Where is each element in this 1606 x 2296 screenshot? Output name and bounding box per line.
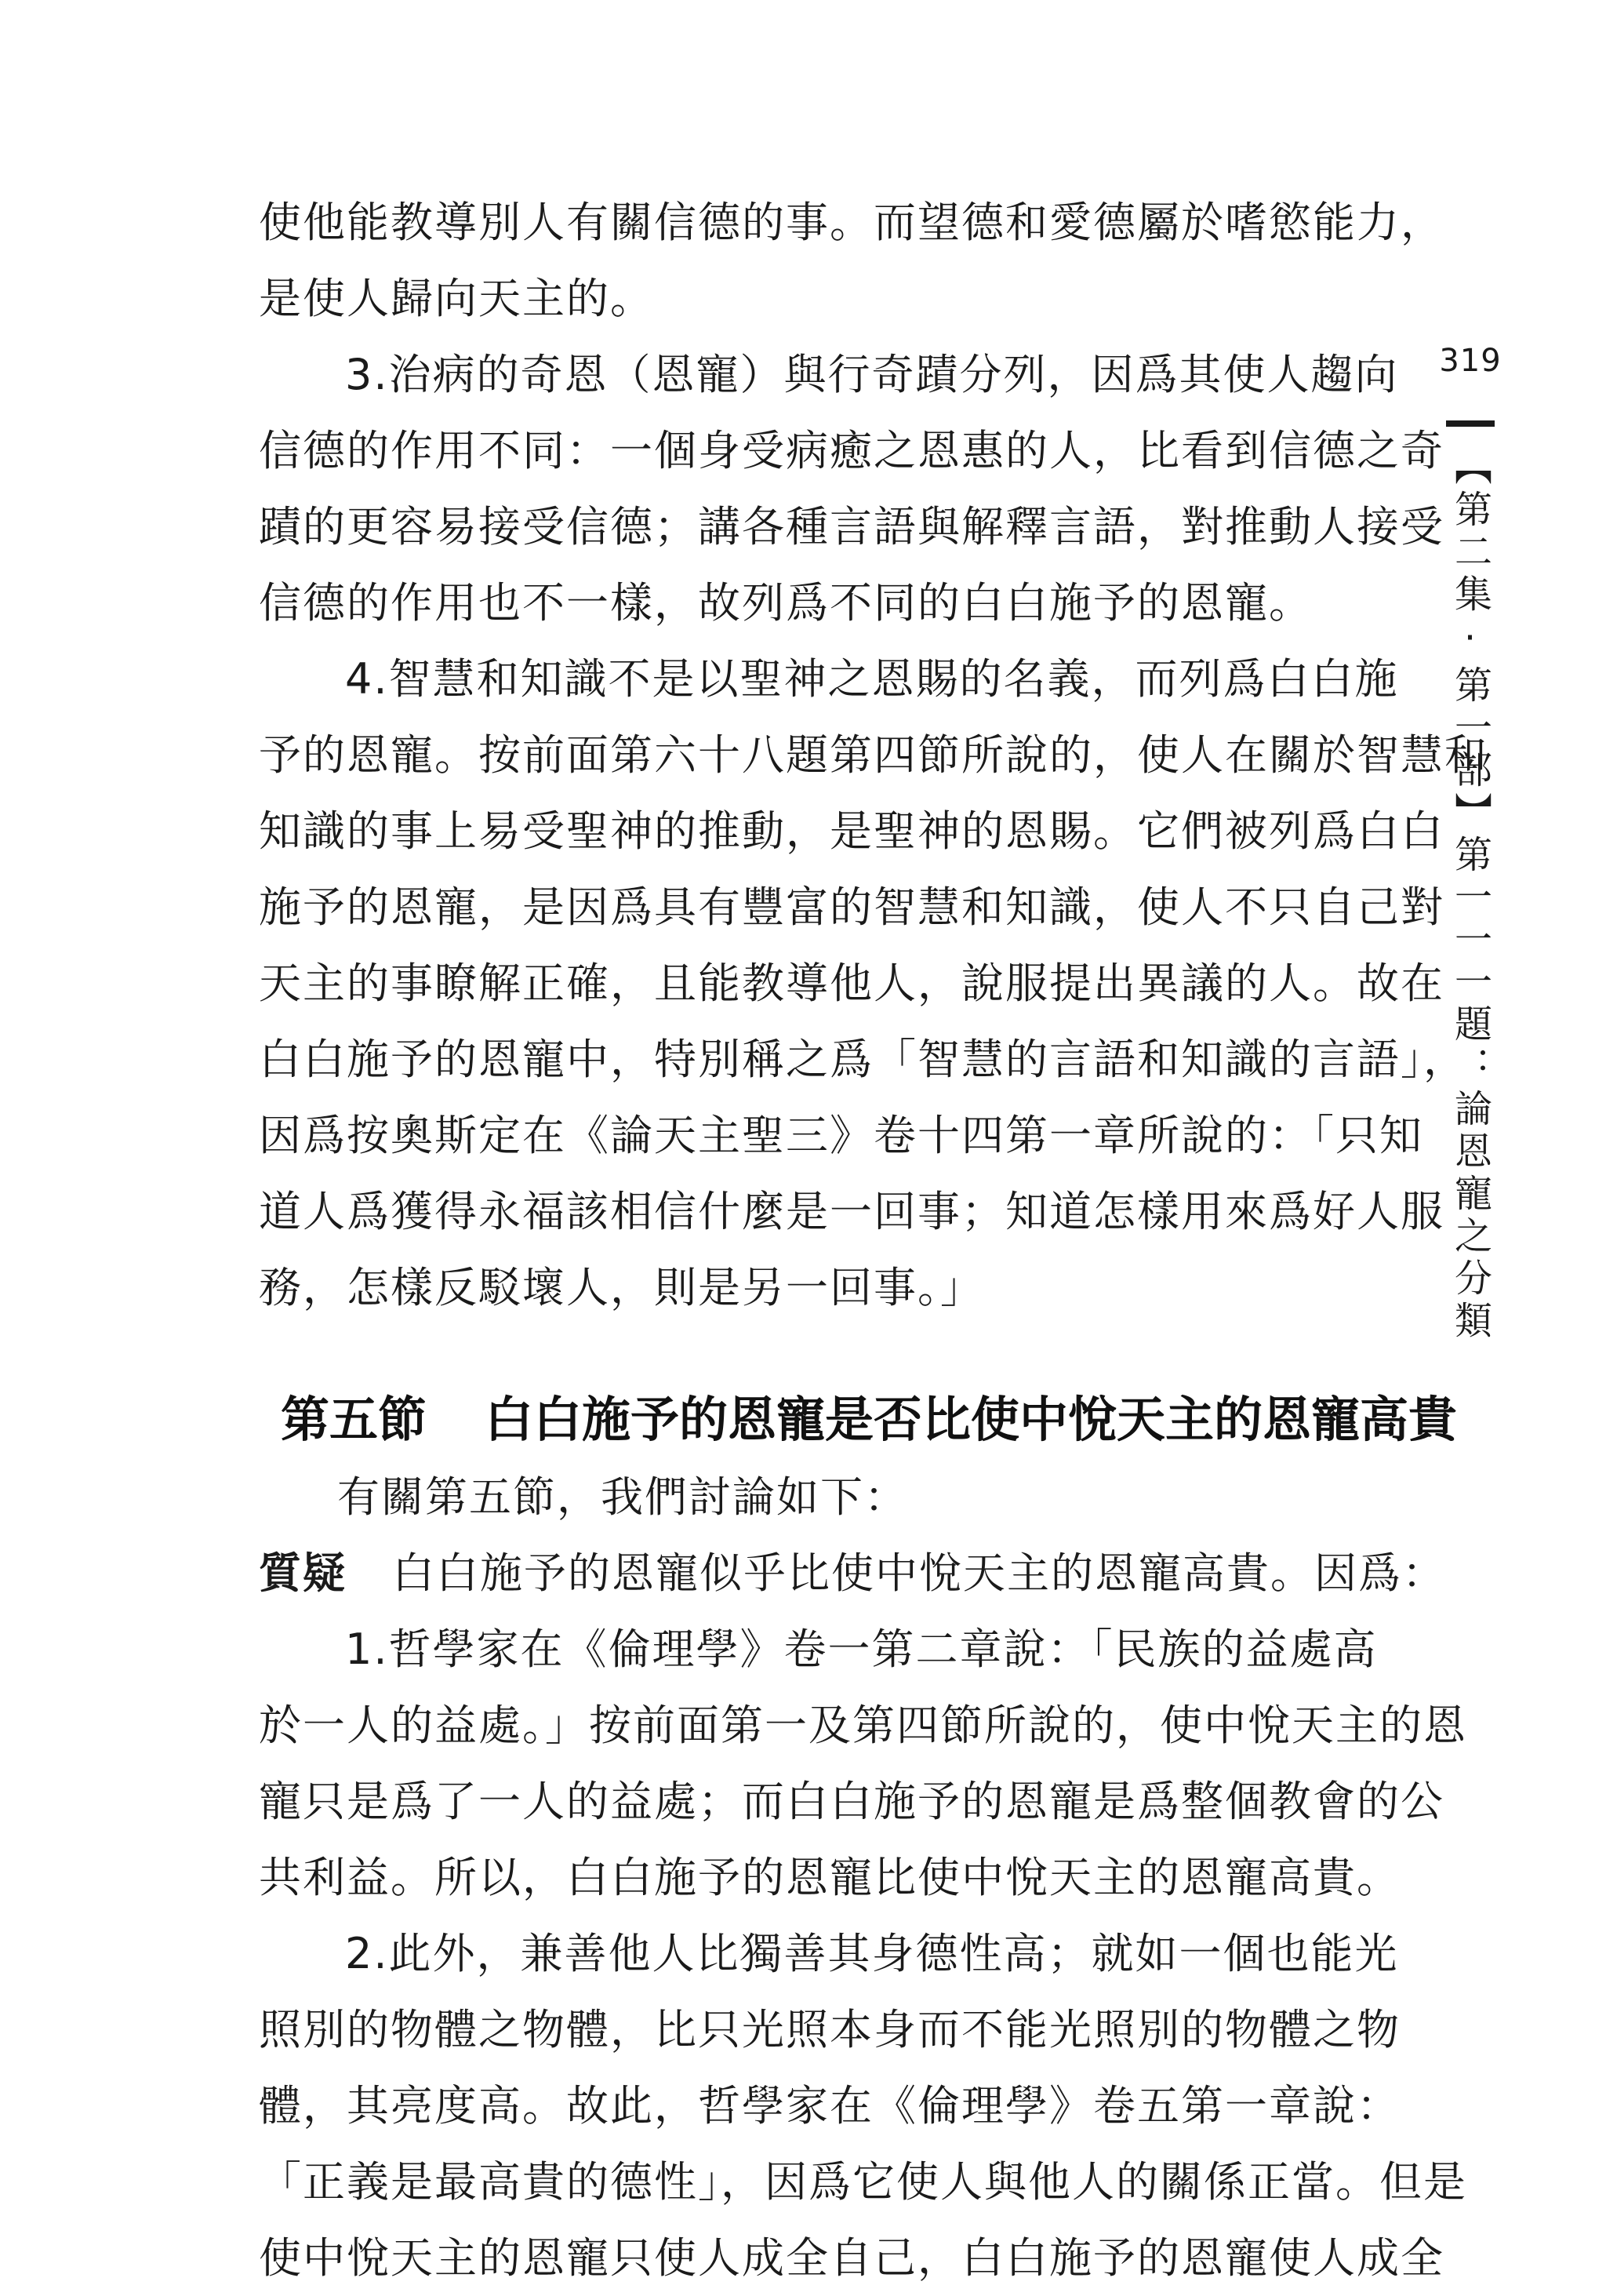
page-margin <box>1435 337 1506 1343</box>
text-line: 體，其亮度高。故此，哲學家在《倫理學》卷五第一章說： <box>259 2081 1401 2130</box>
objection-point-1 <box>259 1611 1467 1916</box>
section-heading <box>259 1381 1458 1459</box>
text-line: 信德的作用也不一樣，故列爲不同的白白施予的恩寵。 <box>259 578 1313 628</box>
page-number: 319 <box>1439 343 1502 379</box>
section-title: 白白施予的恩寵是否比使中悅天主的恩寵高貴 <box>485 1391 1458 1448</box>
text-line: 使中悅天主的恩寵只使人成全自己，白白施予的恩寵使人成全 <box>259 2233 1444 2283</box>
text-line: 1.哲學家在《倫理學》卷一第二章說：「民族的益處高 <box>345 1625 1378 1674</box>
text-line: 於一人的益處。」按前面第一及第四節所說的，使中悅天主的恩 <box>259 1701 1467 1750</box>
margin-rule <box>1446 420 1495 427</box>
text-line: 照別的物體之物體，比只光照本身而不能光照別的物體之物 <box>259 2005 1401 2054</box>
text-line: 使他能教導別人有關信德的事。而望德和愛德屬於嗜慾能力， <box>259 198 1444 247</box>
text-line: 3.治病的奇恩（恩寵）與行奇蹟分列，因爲其使人趨向 <box>345 350 1399 399</box>
text-line: 「正義是最高貴的德性」，因爲它使人與他人的關係正當。但是 <box>259 2157 1467 2207</box>
section-number: 第五節 <box>281 1391 427 1448</box>
text-line: 白白施予的恩寵中，特別稱之爲「智慧的言語和知識的言語」， <box>259 1035 1467 1084</box>
text-line: 施予的恩寵，是因爲具有豐富的智慧和知識，使人不只自己對 <box>259 882 1444 932</box>
text-line: 寵只是爲了一人的益處；而白白施予的恩寵是爲整個教會的公 <box>259 1777 1444 1826</box>
text-line: 4.智慧和知識不是以聖神之恩賜的名義，而列爲白白施 <box>345 654 1399 704</box>
text-line: 因爲按奧斯定在《論天主聖三》卷十四第一章所說的：「只知 <box>259 1111 1423 1160</box>
text-line: 共利益。所以，白白施予的恩寵比使中悅天主的恩寵高貴。 <box>259 1853 1401 1902</box>
text-line: 天主的事瞭解正確，且能教導他人，說服提出異議的人。故在 <box>259 959 1444 1008</box>
objection-point-2 <box>259 1916 1467 2296</box>
section-intro: 有關第五節，我們討論如下： <box>337 1472 908 1522</box>
objection-lead: 白白施予的恩寵似乎比使中悅天主的恩寵高貴。因爲： <box>392 1548 1446 1598</box>
objection-label: 質疑 <box>259 1548 347 1598</box>
text-line: 務，怎樣反駁壞人，則是另一回事。」 <box>259 1263 984 1312</box>
text-line: 是使人歸向天主的。 <box>259 274 654 323</box>
paragraph-2 <box>259 337 1444 641</box>
paragraph-1 <box>259 184 1444 337</box>
text-line: 知識的事上易受聖神的推動，是聖神的恩賜。它們被列爲白白 <box>259 806 1444 856</box>
text-line: 道人爲獲得永福該相信什麼是一回事；知道怎樣用來爲好人服 <box>259 1187 1444 1236</box>
text-line: 蹟的更容易接受信德；講各種言語與解釋言語，對推動人接受 <box>259 502 1444 551</box>
objection-line <box>259 1535 1446 1611</box>
text-line: 予的恩寵。按前面第六十八題第四節所說的，使人在關於智慧和 <box>259 730 1488 780</box>
running-head: 【第二集‧第一部】第一一一題：論恩寵之分類 <box>1448 447 1492 1343</box>
text-line: 信德的作用不同：一個身受病癒之恩惠的人，比看到信德之奇 <box>259 426 1444 475</box>
text-line: 2.此外，兼善他人比獨善其身德性高；就如一個也能光 <box>345 1929 1399 1978</box>
